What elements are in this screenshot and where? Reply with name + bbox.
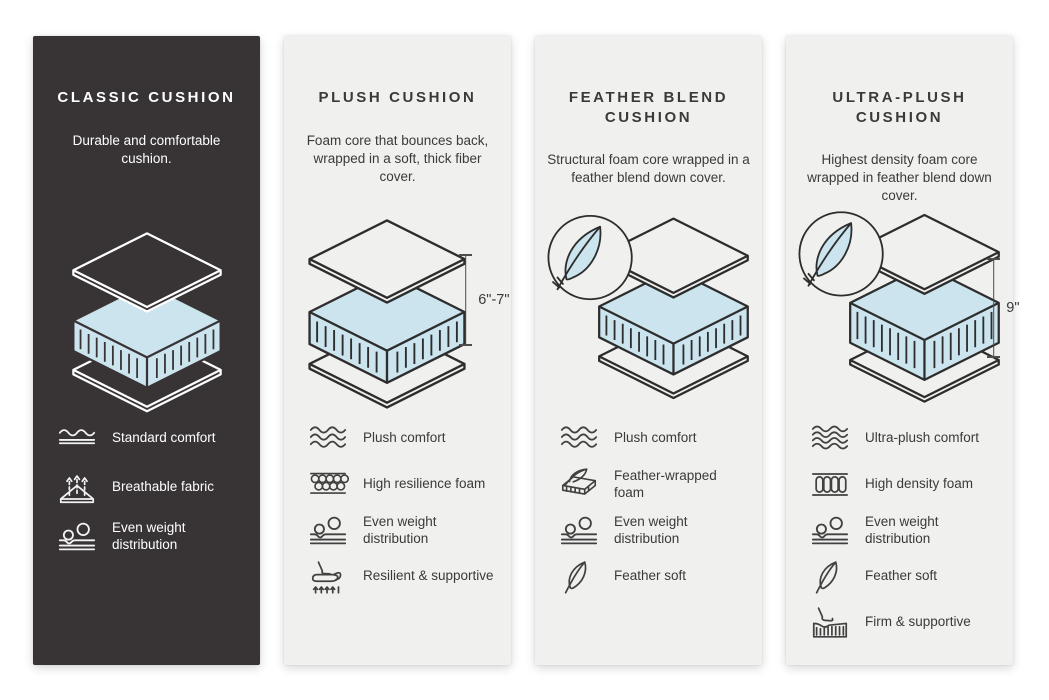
firm-supportive-icon (808, 605, 852, 640)
weight-distribution-icon (557, 513, 601, 548)
card-header (544, 76, 754, 198)
feature-row (306, 465, 503, 503)
feature-label: Plush comfort (614, 430, 697, 446)
resilient-supportive-icon (306, 559, 350, 594)
feature-row (557, 557, 754, 595)
feature-row (808, 419, 1005, 457)
measurement-label: 9" (1006, 300, 1020, 316)
density-foam-icon (808, 467, 852, 502)
feature-label: Firm & supportive (865, 614, 971, 630)
cushion-illustration (543, 198, 755, 413)
feature-row (808, 465, 1005, 503)
feature-label: High density foam (865, 476, 974, 492)
feature-row (55, 517, 252, 555)
wave-icon (808, 421, 852, 456)
card-description: Structural foam core wrapped in a feather blend down cover. (547, 152, 750, 186)
feature-row (808, 603, 1005, 641)
feature-label: Even weight distribution (112, 519, 186, 552)
weight-distribution-icon (808, 513, 852, 548)
measurement-indicator (459, 254, 509, 346)
feature-row (306, 419, 503, 457)
card-title: CLASSIC CUSHION (57, 89, 236, 107)
wave-icon (557, 421, 601, 456)
cushion-comparison-board (33, 36, 1020, 665)
cushion-illustration (794, 198, 1020, 413)
feather-icon (557, 559, 601, 594)
feature-row (808, 557, 1005, 595)
feature-label: Resilient & supportive (363, 568, 494, 584)
feature-label: Even weight distribution (865, 513, 939, 546)
feature-row (306, 557, 503, 595)
feature-row (306, 511, 503, 549)
card-title: ULTRA-PLUSH CUSHION (832, 89, 967, 126)
measurement-indicator (987, 258, 1019, 358)
feature-row (808, 511, 1005, 549)
feature-row (55, 468, 252, 506)
feature-label: Breathable fabric (112, 479, 215, 495)
cushion-illustration (292, 198, 510, 413)
feature-label: Even weight distribution (614, 513, 688, 546)
card-ultra-plush-cushion (786, 36, 1020, 665)
card-description: Highest density foam core wrapped in feather blend down cover. (807, 152, 992, 204)
measurement-label: 6"-7" (478, 292, 510, 308)
feather-wrapped-foam-icon (557, 467, 601, 502)
resilience-foam-icon (306, 467, 350, 502)
feature-label: Feather soft (614, 568, 687, 584)
cushion-layers-icon (543, 200, 755, 413)
card-header (57, 76, 235, 198)
feature-label: Ultra-plush comfort (865, 430, 980, 446)
measurement-line (459, 254, 472, 346)
feature-row (557, 419, 754, 457)
cushion-layers-icon (61, 228, 233, 413)
feature-label: Plush comfort (363, 430, 446, 446)
card-plush-cushion (284, 36, 511, 665)
feature-list (786, 413, 1013, 649)
feature-list (33, 413, 260, 566)
card-header (800, 76, 1000, 204)
card-title: FEATHER BLEND CUSHION (568, 89, 729, 126)
cushion-layers-icon (302, 211, 472, 413)
card-title: PLUSH CUSHION (318, 89, 477, 107)
feature-row (55, 419, 252, 457)
weight-distribution-icon (306, 513, 350, 548)
feature-list (535, 413, 762, 603)
breathable-icon (55, 470, 99, 505)
feature-label: High resilience foam (363, 476, 486, 492)
card-description: Durable and comfortable cushion. (72, 133, 221, 167)
feature-label: Feather soft (865, 568, 938, 584)
card-description: Foam core that bounces back, wrapped in a soft, thick fiber cover. (306, 133, 489, 185)
feature-row (557, 465, 754, 503)
feather-badge-icon (799, 212, 882, 295)
feature-list (284, 413, 511, 603)
feature-label: Even weight distribution (363, 513, 437, 546)
feather-badge-icon (548, 216, 631, 299)
wave-icon (55, 421, 99, 456)
feature-label: Feather-wrapped foam (614, 467, 717, 500)
card-header (306, 76, 490, 198)
wave-icon (306, 421, 350, 456)
card-classic-cushion (33, 36, 260, 665)
cushion-illustration (41, 198, 253, 413)
feather-icon (808, 559, 852, 594)
feature-label: Standard comfort (112, 430, 216, 446)
card-feather-blend-cushion (535, 36, 762, 665)
feature-row (557, 511, 754, 549)
weight-distribution-icon (55, 519, 99, 554)
measurement-line (987, 258, 1000, 358)
cushion-layers-icon (794, 200, 1006, 413)
